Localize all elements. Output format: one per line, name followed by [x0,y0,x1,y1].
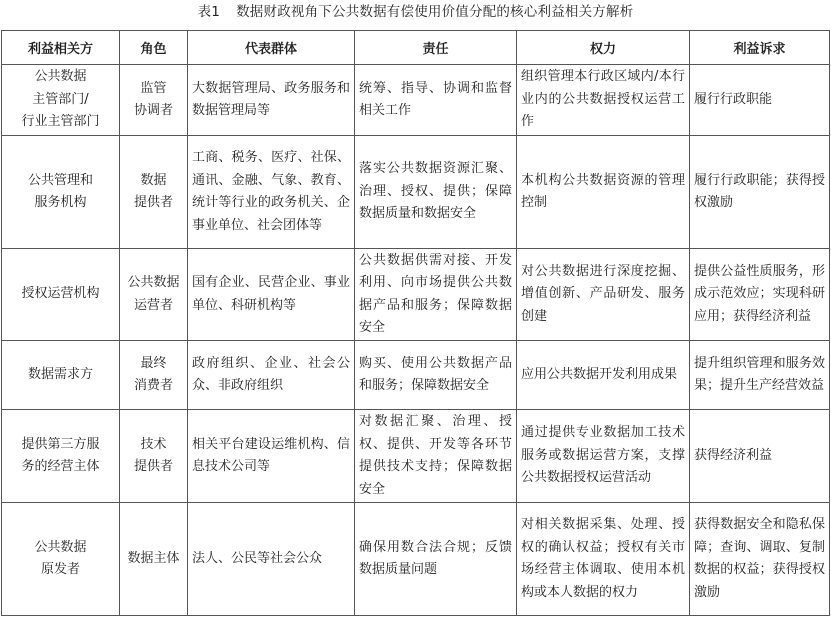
cell-group: 国有企业、民营企业、事业单位、科研机构等 [188,249,355,341]
cell-group: 大数据管理局、政务服务和数据管理局等 [188,65,355,136]
table-row [2,503,830,616]
cell-group: 相关平台建设运维机构、信息技术公司等 [188,410,355,503]
cell-duty: 统筹、指导、协调和监督相关工作 [355,65,517,136]
cell-role: 数据主体 [120,503,188,616]
cell-appeal: 获得经济利益 [690,410,830,503]
header-group: 代表群体 [188,31,355,65]
cell-power: 本机构公共数据资源的管理控制 [517,136,690,249]
table-row [2,65,830,136]
cell-duty: 公共数据供需对接、开发利用、向市场提供公共数据产品和服务；保障数据安全 [355,249,517,341]
cell-stakeholder: 授权运营机构 [2,249,120,341]
cell-group: 法人、公民等社会公众 [188,503,355,616]
cell-appeal: 履行行政职能 [690,65,830,136]
cell-stakeholder: 公共管理和 服务机构 [2,136,120,249]
cell-appeal: 履行行政职能；获得授权激励 [690,136,830,249]
cell-duty: 落实公共数据资源汇聚、治理、授权、提供；保障数据质量和数据安全 [355,136,517,249]
cell-stakeholder: 数据需求方 [2,341,120,410]
header-power: 权力 [517,31,690,65]
table-caption [0,0,831,30]
cell-duty: 确保用数合法合规；反馈数据质量问题 [355,503,517,616]
cell-power: 组织管理本行政区域内/本行业内的公共数据授权运营工作 [517,65,690,136]
cell-role: 技术 提供者 [120,410,188,503]
header-row [2,31,830,65]
header-role: 角色 [120,31,188,65]
cell-appeal: 提供公益性质服务，形成示范效应；实现科研应用；获得经济利益 [690,249,830,341]
table-row [2,410,830,503]
table-row [2,249,830,341]
cell-role: 数据 提供者 [120,136,188,249]
cell-stakeholder: 提供第三方服 务的经营主体 [2,410,120,503]
cell-stakeholder: 公共数据 原发者 [2,503,120,616]
table-row [2,341,830,410]
cell-role: 最终 消费者 [120,341,188,410]
cell-power: 对相关数据采集、处理、授权的确认权益；授权有关市场经营主体调取、使用本机构或本人数据的权力 [517,503,690,616]
table-number: 表1 [197,4,221,20]
cell-stakeholder: 公共数据 主管部门/ 行业主管部门 [2,65,120,136]
table-title: 数据财政视角下公共数据有偿使用价值分配的核心利益相关方解析 [236,4,634,20]
cell-role: 监管 协调者 [120,65,188,136]
cell-role: 公共数据 运营者 [120,249,188,341]
header-duty: 责任 [355,31,517,65]
table-row [2,136,830,249]
cell-duty: 购买、使用公共数据产品和服务；保障数据安全 [355,341,517,410]
header-stakeholder: 利益相关方 [2,31,120,65]
cell-appeal: 提升组织管理和服务效果；提升生产经营效益 [690,341,830,410]
header-appeal: 利益诉求 [690,31,830,65]
cell-duty: 对数据汇聚、治理、授权、提供、开发等各环节提供技术支持；保障数据安全 [355,410,517,503]
cell-group: 政府组织、企业、社会公众、非政府组织 [188,341,355,410]
cell-power: 通过提供专业数据加工技术服务或数据运营方案，支撑公共数据授权运营活动 [517,410,690,503]
cell-power: 应用公共数据开发利用成果 [517,341,690,410]
cell-group: 工商、税务、医疗、社保、通讯、金融、气象、教育、统计等行业的政务机关、企事业单位、社会团体等 [188,136,355,249]
stakeholder-table [1,30,830,616]
cell-power: 对公共数据进行深度挖掘、增值创新、产品研发、服务创建 [517,249,690,341]
cell-appeal: 获得数据安全和隐私保障；查询、调取、复制数据的权益；获得授权激励 [690,503,830,616]
